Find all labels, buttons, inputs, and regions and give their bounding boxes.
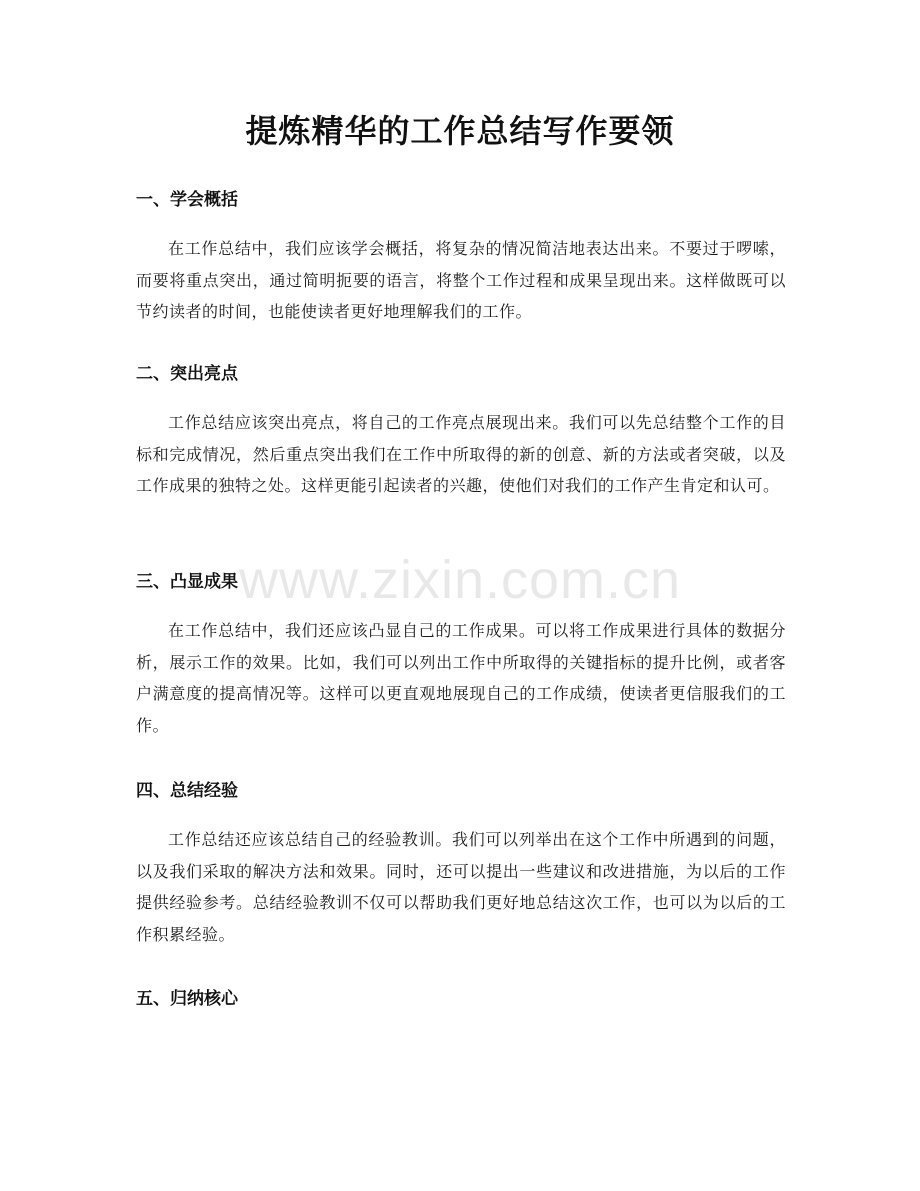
section-paragraph: 在工作总结中，我们应该学会概括，将复杂的情况简洁地表达出来。不要过于啰嗦，而要将重点突出，通过简明扼要的语言，将整个工作过程和成果呈现出来。这样做既可以节约读者的时间，也能使读者更好地理解我们的工作。 [136, 239, 786, 321]
section-3 [136, 570, 786, 741]
section-5 [136, 987, 786, 1011]
section-heading: 五、归纳核心 [136, 989, 238, 1009]
section-paragraph: 在工作总结中，我们还应该凸显自己的工作成果。可以将工作成果进行具体的数据分析，展示工作的效果。比如，我们可以列出工作中所取得的关键指标的提升比例，或者客户满意度的提高情况等。这样可以更直观地展现自己的工作成绩，使读者更信服我们的工作。 [136, 621, 786, 735]
document-title: 提炼精华的工作总结写作要领 [245, 112, 675, 150]
section-heading: 三、凸显成果 [136, 572, 238, 592]
section-2 [136, 362, 786, 502]
section-4 [136, 779, 786, 950]
section-heading: 一、学会概括 [136, 190, 238, 210]
section-paragraph: 工作总结还应该总结自己的经验教训。我们可以列举出在这个工作中所遇到的问题，以及我们采取的解决方法和效果。同时，还可以提出一些建议和改进措施，为以后的工作提供经验参考。总结经验教训不仅可以帮助我们更好地总结这次工作，也可以为以后的工作积累经验。 [136, 830, 786, 944]
watermark: www.zixin.com.cn [238, 550, 682, 610]
section-heading: 四、总结经验 [136, 781, 238, 801]
section-1 [136, 188, 786, 328]
section-heading: 二、突出亮点 [136, 364, 238, 384]
section-paragraph: 工作总结应该突出亮点，将自己的工作亮点展现出来。我们可以先总结整个工作的目标和完成情况，然后重点突出我们在工作中所取得的新的创意、新的方法或者突破，以及工作成果的独特之处。这样更能引起读者的兴趣，使他们对我们的工作产生肯定和认可。 [136, 413, 786, 495]
